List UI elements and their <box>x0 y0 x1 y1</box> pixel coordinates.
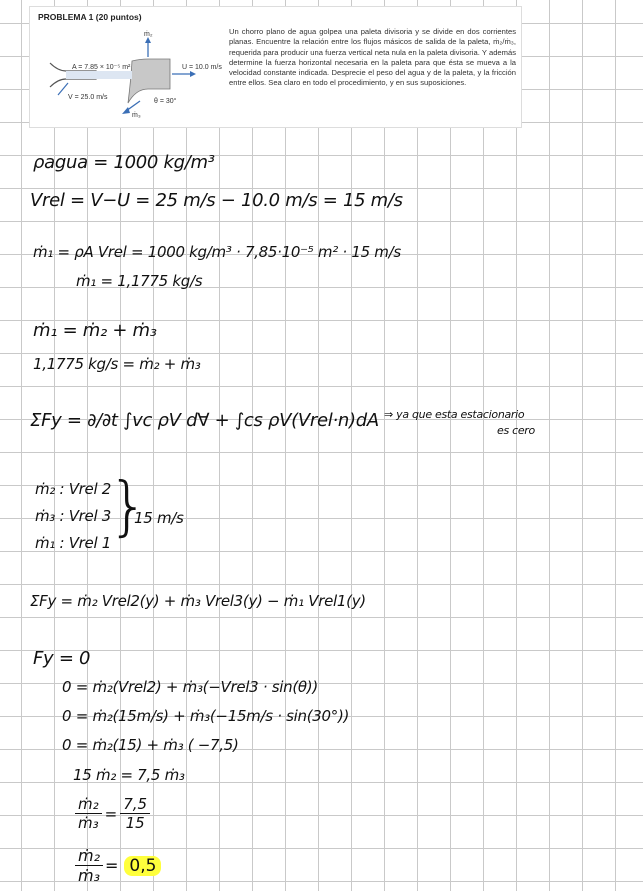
angle-label: θ = 30° <box>154 98 177 105</box>
water-jet <box>66 71 132 79</box>
sum-fy-line: ΣFy = ṁ₂ Vrel2(y) + ṁ₃ Vrel3(y) − ṁ₁ Vrel1(y) <box>30 592 366 610</box>
step-1: 0 = ṁ₂(Vrel2) + ṁ₃(−Vrel3 · sin(θ)) <box>62 678 318 696</box>
problem-card <box>29 6 522 128</box>
velocity-value: 15 m/s <box>134 509 184 527</box>
density-line: ρagua = 1000 kg/m³ <box>33 152 215 173</box>
final-value-highlight: 0,5 <box>124 856 161 876</box>
vrel-line: Vrel = V−U = 25 m/s − 10.0 m/s = 15 m/s <box>30 190 403 211</box>
velocity-m3: ṁ₃ : Vrel 3 <box>35 507 112 525</box>
continuity-line: ṁ₁ = ṁ₂ + ṁ₃ <box>33 320 157 341</box>
velocity-m2: ṁ₂ : Vrel 2 <box>35 480 112 498</box>
final-denominator: ṁ₃ <box>78 866 100 885</box>
v-arrow <box>58 83 68 95</box>
brace-symbol: } <box>108 470 149 544</box>
step-2: 0 = ṁ₂(15m/s) + ṁ₃(−15m/s · sin(30°)) <box>62 707 350 725</box>
velocity-m1: ṁ₁ : Vrel 1 <box>35 534 112 552</box>
m3-label: ṁ₃ <box>132 112 141 119</box>
final-result: $\frac{\text{ṁ₂}}{\text{ṁ₃}}$ = 0,5 <box>75 846 161 885</box>
m3-arrowhead <box>122 107 130 114</box>
m2-label: ṁ₂ <box>144 31 153 38</box>
fy-zero-line: Fy = 0 <box>33 648 91 669</box>
momentum-note-2: es cero <box>497 424 535 437</box>
momentum-note-1: ⇒ ya que esta estacionario <box>384 408 525 421</box>
ratio-rhs-denominator: 15 <box>125 814 145 832</box>
momentum-equation: ΣFy = ∂/∂t ∫vc ρV d∀ + ∫cs ρV(Vrel·n)dA <box>30 410 379 431</box>
vane-diagram <box>36 27 226 127</box>
problem-statement: Un chorro plano de agua golpea una paleta divisoria y se divide en dos corrientes planas. Encuentre la relación entre los flujos másicos de salida de la paleta, ṁ₂/ṁ₃, requerida para producir una fuerza vertical neta nula en la paleta divisoria. Y además determine la fuerza horizontal necesaria en la paleta para que ésta se mueva a la velocidad constante indicada. Desprecie el peso del agua y de la paleta, y la fricción entre ellos. Sea claro en todo el procedimiento, y en sus suposiciones. <box>229 27 516 88</box>
ratio-rhs-numerator: 7,5 <box>120 795 150 814</box>
ratio-numerator: ṁ₂ <box>75 795 102 814</box>
step-3: 0 = ṁ₂(15) + ṁ₃ ( −7,5) <box>62 736 239 754</box>
final-numerator: ṁ₂ <box>75 846 103 866</box>
area-label: A = 7.85 × 10⁻⁵ m² <box>72 64 131 71</box>
continuity-value-line: 1,1775 kg/s = ṁ₂ + ṁ₃ <box>33 355 201 373</box>
m1-value-line: ṁ₁ = 1,1775 kg/s <box>76 272 203 290</box>
u-arrowhead <box>190 71 196 77</box>
ratio-denominator: ṁ₃ <box>78 814 99 832</box>
ratio-equation: $\frac{\text{ṁ₂}}{\text{ṁ₃}}$ = $\frac{7,5}{15}$ <box>75 795 150 832</box>
step-4: 15 ṁ₂ = 7,5 ṁ₃ <box>73 766 185 784</box>
m1-line: ṁ₁ = ρA Vrel = 1000 kg/m³ · 7,85·10⁻⁵ m² · 15 m/s <box>33 243 401 261</box>
problem-title: PROBLEMA 1 (20 puntos) <box>38 12 142 22</box>
vane-velocity-label: U = 10.0 m/s <box>182 64 222 71</box>
velocity-label: V = 25.0 m/s <box>68 94 108 101</box>
vane <box>128 59 170 103</box>
